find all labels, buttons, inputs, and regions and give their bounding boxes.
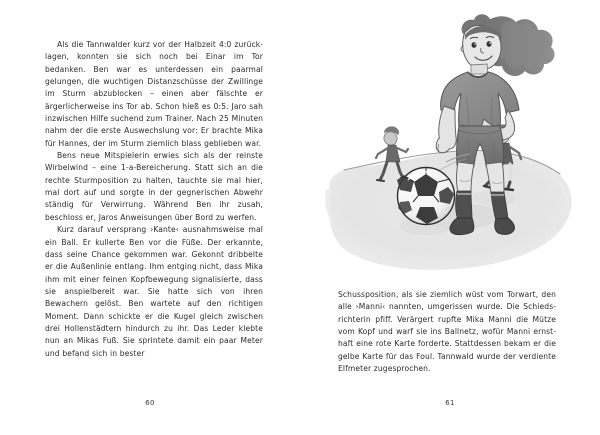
paragraph: Als die Tannwalder kurz vor der Halbzeit 4:0 zurücklagen, konnten sie sich noch bei Einar im Tor bedanken. Ben war es unterdessen ein paarmal gelungen, die wuchtigen Distanzschüsse der Zwillinge im Sturm abzublocken – einen aber fälschte er ärgerlicherweise ins Tor ab. Schon hieß es 0:5. Jaro sah inzwischen Hilfe suchend zum Trainer. Nach 25 Minuten nahm der die erste Auswechslung vor: Er brachte Mika für Hannes, der im Sturm ziemlich blass geblieben war. — [45, 40, 263, 148]
arm-left — [436, 106, 456, 153]
soccer-illustration — [308, 2, 598, 287]
page-number-right: 61 — [445, 399, 455, 407]
page-number-left: 60 — [145, 399, 155, 407]
left-page-textblock — [45, 39, 263, 360]
right-page — [300, 0, 600, 435]
right-page-textblock — [338, 289, 556, 375]
paragraph: Bens neue Mitspielerin erwies sich als der reinste Wirbelwind – eine 1-a-Bereicherung. Statt sich an die rechte Sturmposition zu halten, tauchte sie mal hier, mal dort auf und sorgte in der gegnerischen Abwehr ständig für Verwirrung. Während Ben ihr zusah, beschloss er, Jaros Anweisungen über Bord zu werfen. — [45, 151, 263, 222]
paragraph: Kurz darauf versprang ›Kante‹ ausnahmsweise mal ein Ball. Er kullerte Ben vor die Füße. Der erkannte, dass seine Chance gekommen war. Gekonnt dribbelte er die Außenlinie entlang. Ihm entging nicht, dass Mika ihm mit einer feinen Kopfbewegung signalisierte, dass sie anspielbereit war. Sie hatte sich von ihren Bewachern gelöst. Ben wartete auf den richtigen Moment. Dann schickte er die Kugel gleich zwischen drei Hollenstädtern hindurch zu ihr. Das Leder klebte nun an Mikas Fuß. Sie sprintete damit ein paar Meter und befand sich in bester — [45, 225, 263, 358]
paragraph: Schussposition, als sie ziemlich wüst vom Torwart, den alle ›Manni‹ nannten, umgerissen wurde. Die Schiedsrichterin pfiff. Verärgert rupfte Mika Manni die Mütze vom Kopf und warf sie ins Ballnetz, wofür Manni ernsthaft eine rote Karte forderte. Stattdessen bekam er die gelbe Karte für das Foul. Tannwald wurde der verdiente Elfmeter zugesprochen. — [338, 290, 556, 374]
head — [461, 25, 501, 69]
